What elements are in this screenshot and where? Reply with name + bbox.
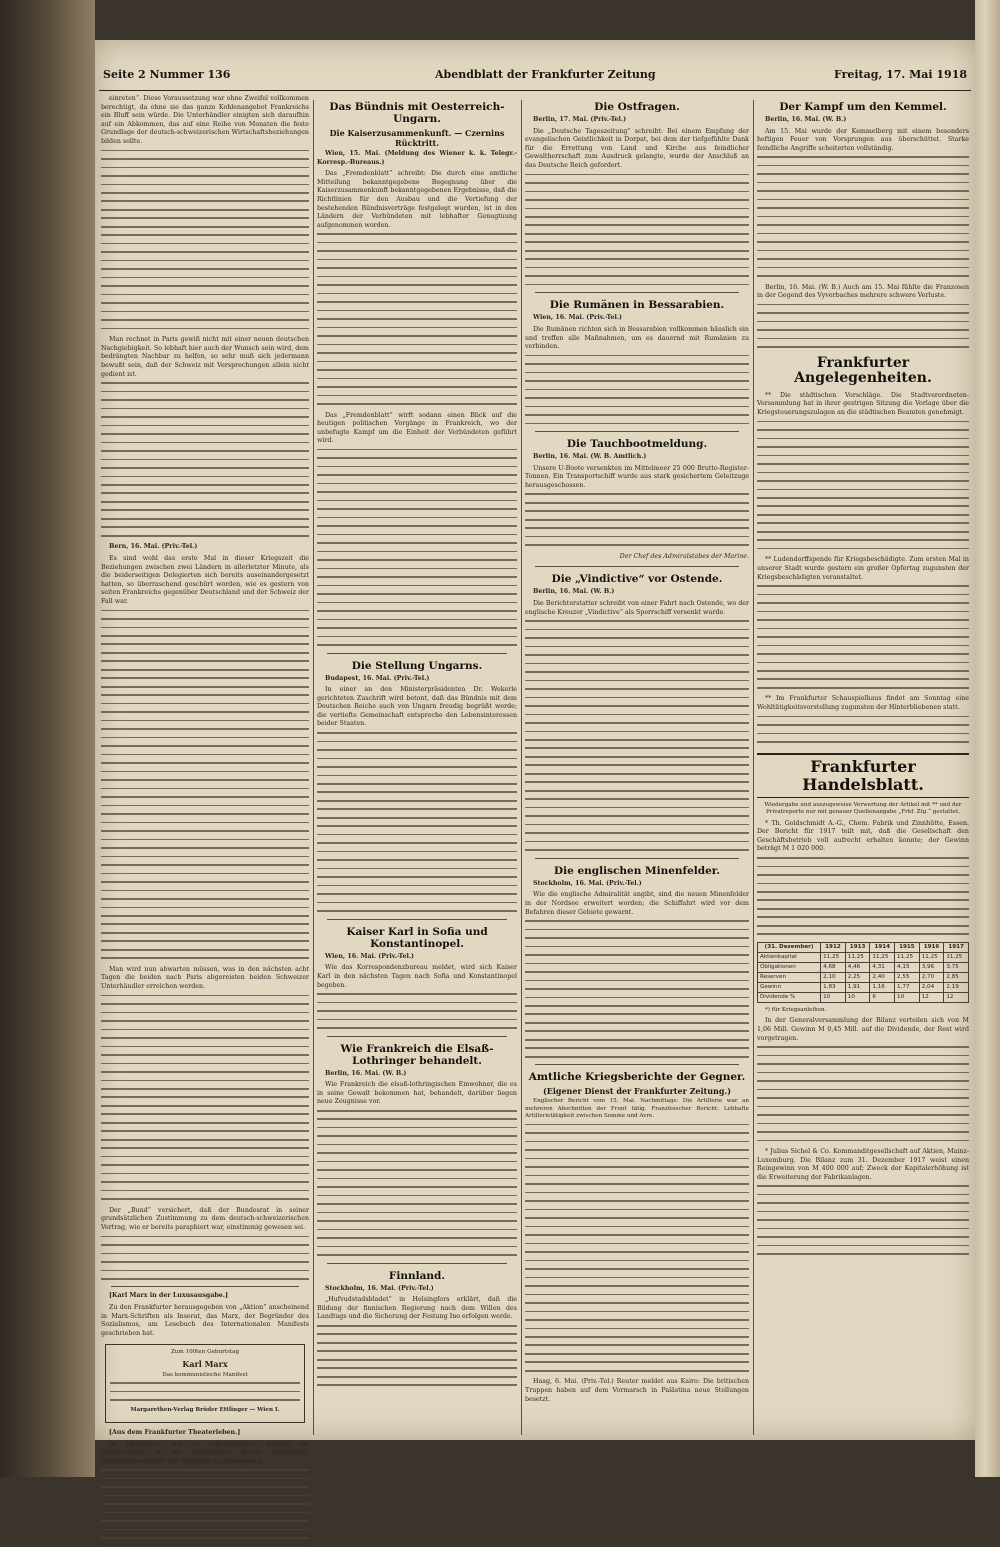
table-cell: 10 [821, 992, 846, 1002]
table-cell: 2,10 [821, 972, 846, 982]
table-cell: 3,96 [919, 962, 944, 972]
article-text: Wie Frankreich die elsaß-lothringischen Einwohner, die es in seine Gewalt bekommen hat, behandelt, darüber liegen neue Zeugnisse vor. [317, 1081, 517, 1106]
table-cell: 2,55 [895, 972, 920, 982]
header-rule [99, 90, 971, 91]
article-text: Haag, 6. Mai. (Priv.-Tel.) Reuter meldet aus Kairo: Die britischen Truppen haben auf dem Vormarsch in Palästina neue Stellungen besetzt. [525, 1378, 749, 1403]
column-rule [753, 100, 754, 1435]
column-rule [521, 100, 522, 1435]
table-footnote: *) für Kriegsanleihen. [765, 1006, 827, 1013]
financial-table [757, 942, 969, 1003]
article-text: Das „Fremdenblatt“ schreibt: Die durch eine amtliche Mitteilung bekanntgegebene Begegnung über die Kaiserzusammenkunft bekanntgegebenen Ergebnisse, daß die Richtlinien für den Ausbau und die Vertiefung der bestehenden Bündnisverträge festgelegt wurden, ist in den Ländern der Verbündeten mit lebhafter Genugtuung aufgenommen worden. [317, 170, 517, 229]
text-block [101, 1236, 309, 1280]
column-3 [525, 95, 749, 1435]
table-row [758, 982, 969, 992]
text-block [317, 233, 517, 404]
article-text: * Julius Sichel & Co. Kommanditgesellschaft auf Aktien, Mainz-Luxemburg. Die Bilanz zum 31. Dezember 1917 weist einen Reingewinn von M 400 000 auf; Zweck der Kapitalerhöhung ist die Erweiterung der Fabrikanlagen. [757, 1148, 969, 1181]
table-cell: 2,25 [845, 972, 870, 982]
text-block [757, 421, 969, 550]
table-cell: 11,25 [845, 952, 870, 962]
column-1 [101, 95, 309, 1465]
article-headline: Der Kampf um den Kemmel. [779, 101, 947, 113]
dateline: Budapest, 16. Mai. (Priv.-Tel.) [325, 674, 430, 682]
dateline: Berlin, 16. Mai. (W. B.) [533, 588, 615, 596]
table-cell: 2,85 [944, 972, 969, 982]
table-cell: 11,25 [870, 952, 895, 962]
article-headline: Die englischen Minenfelder. [554, 864, 720, 877]
article-text: Im Opernhaus und im Schauspielhaus werden die Aufführungen in der kommenden Woche fortgesetzt; Einzelheiten enthält der Spielplan im Anzeigenteil. [101, 1440, 309, 1465]
table-header-cell: 1916 [919, 942, 944, 952]
text-block [101, 1469, 309, 1547]
table-cell: 10 [845, 992, 870, 1002]
article-text: In einer an den Ministerpräsidenten Dr. Wekerle gerichteten Zuschrift wird betont, daß das Bündnis mit dem Deutschen Reiche auch von Ungarn freudig begrüßt werde; die vertiefte Gemeinschaft entspreche den Lebensinteressen beider Staaten. [317, 686, 517, 728]
dateline: Stockholm, 16. Mai. (Priv.-Tel.) [325, 1284, 434, 1292]
article-text: Es sind wohl das erste Mal in dieser Kriegszeit die Beziehungen zwischen zwei Ländern in allerletzter Minute, als die beiderseitigen Delegierten sich bereits auseinandergesetzt hatten, so überraschend geschürt worden, wie es gestern von seiten Frankreichs gegenüber Deutschland und der Schweiz der Fall war. [101, 554, 309, 605]
text-block [317, 732, 517, 912]
article-headline: Die Rumänen in Bessarabien. [549, 299, 725, 312]
article-headline: Wie Frankreich die Elsaß-Lothringer behandelt. [340, 1042, 494, 1067]
table-cell: 11,25 [821, 952, 846, 962]
article-text: Die Berichterstatter schreibt von einer Fahrt nach Ostende, wo der englische Kreuzer „Vindictive“ als Sperrschiff versenkt wurde. [525, 600, 749, 616]
text-block [101, 382, 309, 536]
text-block [317, 993, 517, 1029]
dateline: Stockholm, 16. Mai. (Priv.-Tel.) [533, 879, 642, 887]
article-text: Berlin, 16. Mai. (W. B.) Auch am 15. Mai fühlte die Franzosen in der Gegend des Vyverbaches mehrere schwere Verluste. [757, 283, 969, 300]
article-headline: Die Tauchbootmeldung. [566, 438, 708, 451]
table-cell: 3,75 [944, 962, 969, 972]
divider [535, 431, 739, 432]
dateline: Berlin, 16. Mai. (W. B.) [765, 116, 847, 123]
article-text: Zu den Frankfurter herausgegeben von „Aktion“ anscheinend in Marx-Schriften als Inserat, das Marx, der Begründer des Sozialismus, am Lesebuch des Internationalen Manifests geschrieben hat. [101, 1304, 309, 1337]
text-block [525, 174, 749, 286]
table-cell: 12 [944, 992, 969, 1002]
text-block [525, 920, 749, 1057]
text-block [101, 995, 309, 1200]
article-subheadline: Die Kaiserzusammenkunft. — Czernins Rücktritt. [329, 128, 505, 148]
table-cell: Obligationen [758, 962, 821, 972]
article-headline: Das Bündnis mit Oesterreich-Ungarn. [329, 101, 505, 125]
table-cell: 4,46 [845, 962, 870, 972]
dateline: Berlin, 16. Mai. (W. B.) [325, 1069, 407, 1077]
article-subheadline: (Eigener Dienst der Frankfurter Zeitung.) [542, 1086, 732, 1097]
table-cell: Gewinn [758, 982, 821, 992]
table-cell: 11,25 [919, 952, 944, 962]
section-heading: [Karl Marx in der Luxusausgabe.] [109, 1292, 228, 1300]
divider [535, 566, 739, 567]
table-cell: 1,77 [895, 982, 920, 992]
table-cell: 4,68 [821, 962, 846, 972]
table-row [758, 962, 969, 972]
table-row [758, 992, 969, 1002]
table-cell: 1,91 [845, 982, 870, 992]
table-cell: 2,40 [870, 972, 895, 982]
text-block [757, 304, 969, 348]
table-cell: 11,25 [944, 952, 969, 962]
table-header-cell: 1912 [821, 942, 846, 952]
article-text: ** Ludendorffspende für Kriegsbeschädigte. Zum ersten Mal in unserer Stadt wurde gestern ein großer Opfertag zugunsten der Kriegsbeschädigten veranstaltet. [757, 556, 969, 581]
article-headline: Amtliche Kriegsberichte der Gegner. [528, 1071, 746, 1084]
table-cell: 4,31 [870, 962, 895, 972]
table-body [758, 952, 969, 1002]
article-text: Die Rumänen richten sich in Bessarabien vollkommen häuslich ein und treffen alle Maßnahmen, um es dauernd mit Rumänien zu verbinden. [525, 325, 749, 351]
table-header-cell: (31. Dezember) [758, 942, 821, 952]
divider [111, 1286, 299, 1287]
page-number: Seite 2 Nummer 136 [103, 68, 231, 81]
ad-name: Karl Marx [182, 1358, 228, 1369]
article-text: Man wird nun abwarten müssen, was in den nächsten acht Tagen die beiden nach Paris abgereisten beiden Schweizer Unterhändler erreichen werden. [101, 965, 309, 991]
column-4 [757, 95, 969, 1435]
article-headline: Die „Vindictive“ vor Ostende. [551, 573, 723, 586]
article-text: * Th. Goldschmidt A.-G., Chem. Fabrik und Zinnhütte, Essen. Der Bericht für 1917 teilt mit, daß die Gesellschaft den Geschäftsbetrieb voll aufrecht erhalten konnte; der Gewinn beträgt M 1 020 000. [757, 819, 969, 853]
divider [327, 1036, 507, 1037]
text-block [525, 1124, 749, 1372]
advertisement-box [105, 1344, 305, 1423]
table-cell: 2,19 [944, 982, 969, 992]
issue-date: Freitag, 17. Mai 1918 [833, 68, 967, 81]
newspaper-page [95, 40, 975, 1465]
table-cell: 2,04 [919, 982, 944, 992]
column-2 [317, 95, 517, 1435]
ad-subtitle: Das kommunistische Manifest [162, 1371, 248, 1378]
dateline: Bern, 16. Mai. (Priv.-Tel.) [109, 543, 198, 551]
dateline: Berlin, 16. Mai. (W. B. Amtlich.) [533, 453, 647, 461]
dateline: Berlin, 17. Mai. (Priv.-Tel.) [533, 116, 627, 123]
article-text: Das „Fremdenblatt“ wirft sodann einen Blick auf die heutigen politischen Vorgänge in Frankreich, wo der unbefugte Kampf um die Einheit der Verbündeten geführt wird. [317, 411, 517, 445]
article-headline: Die Stellung Ungarns. [351, 659, 483, 672]
text-block [525, 493, 749, 546]
table-header-cell: 1917 [944, 942, 969, 952]
divider [327, 919, 507, 920]
dateline: Wien, 16. Mai. (Priv.-Tel.) [325, 952, 415, 960]
article-text: Wie das Korrespondenzbureau meldet, wird sich Kaiser Karl in den nächsten Tagen nach Sofia und Konstantinopel begeben. [317, 964, 517, 989]
article-text: Wie die englische Admiralität angibt, sind die neuen Minenfelder in der Nordsee erweitert worden; die Schiffahrt wird vor dem Befahren dieser Gebiete gewarnt. [525, 891, 749, 916]
article-headline: Die Ostfragen. [594, 101, 680, 113]
text-block [757, 1185, 969, 1254]
text-block [101, 610, 309, 959]
divider [535, 1064, 739, 1065]
text-block [757, 857, 969, 935]
signature: Der Chef des Admiralstabes der Marine. [619, 552, 749, 560]
article-text: In der Generalversammlung der Bilanz verteilen sich von M 1,06 Mill. Gewinn M 0,45 Mill. auf die Dividende, der Rest wird vorgetragen. [757, 1017, 969, 1042]
table-cell: 11,25 [895, 952, 920, 962]
table-header-row [758, 942, 969, 952]
banner-note: Wiedergabe und auszugsweise Verwertung der Artikel mit ** und der Privatreporte nur mit genauer Quellenangabe „Frkf. Ztg.“ gestattet. [764, 801, 962, 816]
article-text: „Hufvudstadsbladet“ in Helsingfors erklärt, daß die Bildung der finnischen Regierung nach dem Willen des Landtags und die Sicherung der Festung Ino erfolgen werde. [317, 1296, 517, 1321]
table-cell: Dividende % [758, 992, 821, 1002]
text-block [110, 1382, 300, 1401]
divider [535, 292, 739, 293]
table-row [758, 972, 969, 982]
dateline: Wien, 16. Mai. (Priv.-Tel.) [533, 314, 623, 322]
article-text: Englischer Bericht vom 15. Mai. Nachmittags: Die Artillerie war an mehreren Abschnitten der Front tätig. Französischer Bericht: Lebhafte Artillerietätigkeit zwischen Somme und Avre. [525, 1098, 749, 1120]
text-block [317, 1110, 517, 1256]
table-cell: 6 [870, 992, 895, 1002]
column-rule [313, 100, 314, 1435]
ad-publisher: Margarethen-Verlag Brüder Ettlinger — Wien I. [130, 1407, 280, 1414]
divider [327, 1263, 507, 1264]
article-headline: Finnland. [388, 1269, 446, 1282]
text-block [757, 1046, 969, 1141]
article-text: Die „Deutsche Tageszeitung“ schreibt: Bei einem Empfang der evangelischen Geistlichkeit in Dorpat, bei dem der tiefgefühlte Dank für die Errettung von Land und Kirche aus feindlicher Gewaltherrschaft zum Ausdruck gelangte, wurde der Anschluß an das Deutsche Reich gefordert. [525, 127, 749, 169]
section-heading: [Aus dem Frankfurter Theaterleben.] [109, 1428, 241, 1436]
divider [327, 653, 507, 654]
article-text: Man rechnet in Paris gewiß nicht mit einer neuen deutschen Nachgiebigkeit. So lebhaft hier auch der Wunsch sein wird, dem bedrängten Nachbar zu helfen, so sehr muß sich jedermann bewußt sein, daß der Schweiz mit Versprechungen allein nicht gedient ist. [101, 336, 309, 378]
book-binding [0, 0, 95, 1477]
text-block [101, 150, 309, 330]
article-text: ** Im Frankfurter Schauspielhaus findet am Sonntag eine Wohltätigkeitsvorstellung zugunsten der Hinterbliebenen statt. [757, 695, 969, 712]
page-edge [975, 0, 1000, 1477]
text-block [757, 585, 969, 688]
section-banner: Frankfurter Handelsblatt. [757, 753, 969, 798]
divider [535, 858, 739, 859]
table-header-cell: 1915 [895, 942, 920, 952]
section-headline: Frankfurter Angelegenheiten. [794, 354, 932, 386]
dateline: Wien, 15. Mai. (Meldung des Wiener k. k. Telegr.-Korresp.-Bureaus.) [317, 150, 517, 166]
article-text: Der „Bund“ versichert, daß der Bundesrat in seiner grundsätzlichen Zustimmung zu dem deutsch-schweizerischen Vertrag, wie er bereits paraphiert war, einstimmig gewesen sei. [101, 1206, 309, 1231]
table-row [758, 952, 969, 962]
text-block [525, 355, 749, 424]
table-cell: 4,15 [895, 962, 920, 972]
table-cell: 12 [919, 992, 944, 1002]
text-block [757, 716, 969, 743]
table-header-cell: 1914 [870, 942, 895, 952]
masthead: Abendblatt der Frankfurter Zeitung [435, 68, 656, 81]
table-header-cell: 1913 [845, 942, 870, 952]
article-headline: Kaiser Karl in Sofia und Konstantinopel. [346, 925, 488, 950]
table-cell: 2,70 [919, 972, 944, 982]
article-text: Unsere U-Boote versenkten im Mittelmeer 25 000 Brutto-Register-Tonnen. Ein Transportschiff wurde aus stark gesichertem Geleitzuge herausgeschossen. [525, 464, 749, 489]
table-cell: Aktienkapital [758, 952, 821, 962]
ad-title: Zum 100ten Geburtstag [170, 1349, 240, 1356]
table-cell: Reserven [758, 972, 821, 982]
text-block [525, 620, 749, 851]
table-cell: 10 [895, 992, 920, 1002]
table-cell: 1,83 [821, 982, 846, 992]
article-text: Am 15. Mai wurde der Kemmelberg mit einem besonders heftigen Feuer von Vorsprungen aus überschüttet. Starke feindliche Angriffe scheiterten vollständig. [757, 127, 969, 152]
text-block [317, 1325, 517, 1386]
table-cell: 1,16 [870, 982, 895, 992]
text-block [757, 156, 969, 276]
page-header [95, 68, 975, 88]
article-text: einreten“. Diese Voraussetzung war ohne Zweifel vollkommen berechtigt, da ohne sie das ganze Kohlenangebot Frankreichs ein Bluff sein würde. Die Unterhändler einigten sich daraufhin auf ein Abkommen, das auf eine Reihe von Monaten die feste Grundlage der deutsch-schweizerischen Wirtschaftsbeziehungen bilden sollte. [101, 95, 309, 145]
article-text: ** Die städtischen Vorschläge. Die Stadtverordneten-Versammlung hat in ihrer gestrigen Sitzung die Vorlage über die Kriegsteuerungszulagen an die städtischen Beamten genehmigt. [757, 391, 969, 417]
text-block [317, 449, 517, 646]
